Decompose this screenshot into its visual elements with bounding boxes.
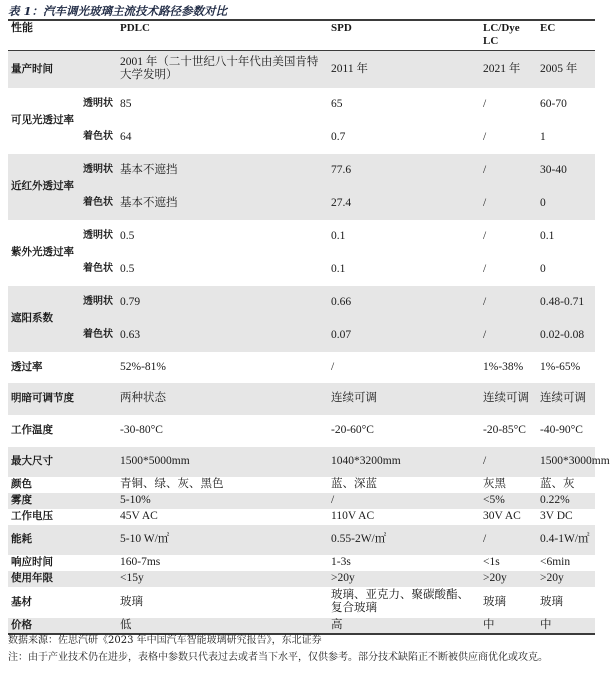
cell-pdlc: 85 [117, 88, 328, 121]
cell-ec: 连续可调 [537, 383, 595, 415]
cell-ec: 30-40 [537, 154, 595, 187]
table-row [8, 352, 595, 383]
cell-ec: 0.48-0.71 [537, 286, 595, 319]
cell-pdlc: 1500*5000mm [117, 447, 328, 477]
table-row [8, 525, 595, 555]
row-label: 使用年限 [8, 571, 117, 587]
cell-ec: 1%-65% [537, 352, 595, 383]
cell-pdlc: 0.5 [117, 253, 328, 286]
cell-pdlc: 两种状态 [117, 383, 328, 415]
table-header-row [8, 20, 595, 51]
table-row [8, 88, 595, 121]
cell-pdlc: 45V AC [117, 509, 328, 525]
cell-spd: 0.7 [328, 121, 480, 154]
row-label: 最大尺寸 [8, 447, 117, 477]
cell-spd: 77.6 [328, 154, 480, 187]
table-row [8, 121, 595, 154]
cell-spd: >20y [328, 571, 480, 587]
cell-spd: 蓝、深蓝 [328, 477, 480, 493]
header-pdlc: PDLC [117, 20, 328, 51]
table-row [8, 187, 595, 220]
row-label: 价格 [8, 618, 117, 634]
row-label: 工作电压 [8, 509, 117, 525]
table-row [8, 253, 595, 286]
sub-label: 透明状 [80, 286, 117, 319]
footnote: 注：由于产业技术仍在进步，表格中参数只代表过去或者当下水平，仅供参考。部分技术缺陷正不断被供应商优化或攻克。 [8, 652, 548, 663]
cell-spd: 0.66 [328, 286, 480, 319]
cell-pdlc: 52%-81% [117, 352, 328, 383]
header-ec: EC [537, 20, 595, 51]
cell-spd: 110V AC [328, 509, 480, 525]
table-row [8, 383, 595, 415]
cell-lc: 玻璃 [480, 587, 537, 618]
row-label: 颜色 [8, 477, 117, 493]
cell-pdlc: 玻璃 [117, 587, 328, 618]
row-label: 可见光透过率 [8, 88, 80, 154]
cell-pdlc: 160-7ms [117, 555, 328, 571]
cell-ec: <6min [537, 555, 595, 571]
cell-pdlc: 2001 年（二十世纪八十年代由美国肯特大学发明） [117, 51, 328, 88]
row-label: 基材 [8, 587, 117, 618]
cell-spd: 玻璃、亚克力、聚碳酸酯、复合玻璃 [328, 587, 480, 618]
cell-lc: <1s [480, 555, 537, 571]
cell-lc: 中 [480, 618, 537, 634]
cell-spd: 0.1 [328, 253, 480, 286]
cell-lc: / [480, 447, 537, 477]
cell-ec: 蓝、灰 [537, 477, 595, 493]
table-row [8, 319, 595, 352]
table-row [8, 286, 595, 319]
sub-label: 透明状 [80, 220, 117, 253]
row-label: 响应时间 [8, 555, 117, 571]
cell-lc: / [480, 88, 537, 121]
row-label: 雾度 [8, 493, 117, 509]
table-caption: 表 1：汽车调光玻璃主流技术路径参数对比 [8, 4, 228, 18]
cell-pdlc: 64 [117, 121, 328, 154]
cell-spd: / [328, 493, 480, 509]
source-note: 数据来源：佐思汽研《2023 年中国汽车智能玻璃研究报告》，东北证券 [8, 635, 322, 646]
cell-pdlc: 基本不遮挡 [117, 187, 328, 220]
cell-lc: 连续可调 [480, 383, 537, 415]
cell-lc: 2021 年 [480, 51, 537, 88]
sub-label: 着色状 [80, 319, 117, 352]
cell-ec: 玻璃 [537, 587, 595, 618]
cell-spd: 连续可调 [328, 383, 480, 415]
cell-lc: / [480, 187, 537, 220]
cell-spd: 0.1 [328, 220, 480, 253]
cell-pdlc: 0.5 [117, 220, 328, 253]
cell-lc: / [480, 121, 537, 154]
cell-lc: / [480, 220, 537, 253]
header-property: 性能 [8, 20, 117, 51]
cell-spd: 27.4 [328, 187, 480, 220]
cell-spd: 0.07 [328, 319, 480, 352]
cell-lc: <5% [480, 493, 537, 509]
row-label: 量产时间 [8, 51, 117, 88]
row-label: 遮阳系数 [8, 286, 80, 352]
cell-spd: 2011 年 [328, 51, 480, 88]
row-label: 工作温度 [8, 415, 117, 447]
cell-lc: / [480, 525, 537, 555]
row-label: 能耗 [8, 525, 117, 555]
cell-ec: >20y [537, 571, 595, 587]
cell-lc: / [480, 286, 537, 319]
table-row [8, 555, 595, 571]
table-notes [8, 632, 593, 666]
cell-spd: 1040*3200mm [328, 447, 480, 477]
cell-pdlc: 0.79 [117, 286, 328, 319]
cell-lc: 30V AC [480, 509, 537, 525]
cell-lc: 1%-38% [480, 352, 537, 383]
table-row [8, 447, 595, 477]
cell-spd: 高 [328, 618, 480, 634]
cell-spd: 0.55-2W/㎡ [328, 525, 480, 555]
sub-label: 着色状 [80, 121, 117, 154]
cell-lc: / [480, 319, 537, 352]
table-row [8, 51, 595, 88]
cell-ec: 0.4-1W/㎡ [537, 525, 595, 555]
cell-ec: 60-70 [537, 88, 595, 121]
cell-pdlc: 0.63 [117, 319, 328, 352]
cell-pdlc: 5-10% [117, 493, 328, 509]
cell-lc: >20y [480, 571, 537, 587]
cell-ec: 中 [537, 618, 595, 634]
cell-ec: 3V DC [537, 509, 595, 525]
table-row [8, 493, 595, 509]
cell-pdlc: <15y [117, 571, 328, 587]
cell-lc: / [480, 154, 537, 187]
cell-pdlc: 低 [117, 618, 328, 634]
table-row [8, 571, 595, 587]
cell-pdlc: 基本不遮挡 [117, 154, 328, 187]
cell-ec: 0.02-0.08 [537, 319, 595, 352]
cell-ec: 0.1 [537, 220, 595, 253]
cell-pdlc: -30-80°C [117, 415, 328, 447]
sub-label: 透明状 [80, 88, 117, 121]
cell-ec: 0.22% [537, 493, 595, 509]
cell-spd: 65 [328, 88, 480, 121]
cell-lc: / [480, 253, 537, 286]
table-row [8, 154, 595, 187]
cell-ec: 1500*3000mm [537, 447, 595, 477]
sub-label: 着色状 [80, 187, 117, 220]
header-spd: SPD [328, 20, 480, 51]
cell-lc: -20-85°C [480, 415, 537, 447]
cell-spd: / [328, 352, 480, 383]
cell-spd: 1-3s [328, 555, 480, 571]
cell-ec: 0 [537, 187, 595, 220]
row-label: 明暗可调节度 [8, 383, 117, 415]
cell-spd: -20-60°C [328, 415, 480, 447]
cell-ec: 2005 年 [537, 51, 595, 88]
table-row [8, 587, 595, 618]
table-row [8, 509, 595, 525]
sub-label: 透明状 [80, 154, 117, 187]
table-row [8, 477, 595, 493]
table-row [8, 415, 595, 447]
header-lc: LC/Dye LC [480, 20, 537, 51]
row-label: 紫外光透过率 [8, 220, 80, 286]
cell-ec: 1 [537, 121, 595, 154]
cell-ec: -40-90°C [537, 415, 595, 447]
cell-pdlc: 5-10 W/㎡ [117, 525, 328, 555]
parameter-table [8, 19, 610, 635]
cell-pdlc: 青铜、绿、灰、黑色 [117, 477, 328, 493]
cell-ec: 0 [537, 253, 595, 286]
row-label: 透过率 [8, 352, 117, 383]
row-label: 近红外透过率 [8, 154, 80, 220]
cell-lc: 灰黑 [480, 477, 537, 493]
table-row [8, 220, 595, 253]
sub-label: 着色状 [80, 253, 117, 286]
